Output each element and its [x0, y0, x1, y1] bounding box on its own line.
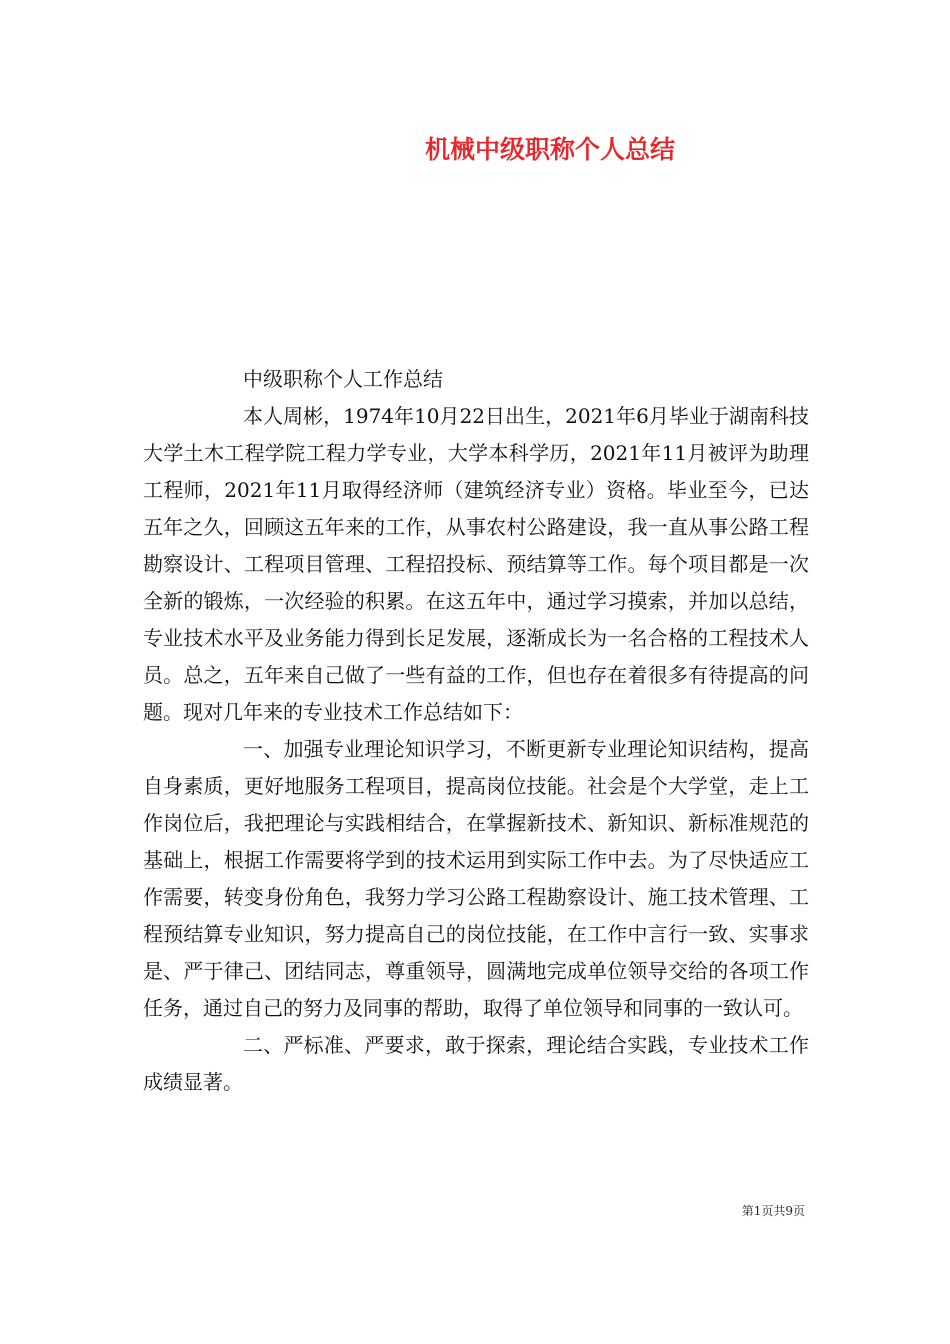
section-heading: 中级职称个人工作总结	[243, 367, 443, 391]
page-number: 第1页共9页	[741, 1204, 805, 1218]
document-title: 机械中级职称个人总结	[424, 135, 675, 164]
body-paragraph: 一、加强专业理论知识学习，不断更新专业理论知识结构，提高自身素质，更好地服务工程项目，提高岗位技能。社会是个大学堂，走上工作岗位后，我把理论与实践相结合，在掌握新技术、新知识、新标准规范的基础上，根据工作需要将学到的技术运用到实际工作中去。为了尽快适应工作需要，转变身份角色，我努力学习公路工程勘察设计、施工技术管理、工程预结算专业知识，努力提高自己的岗位技能，在工作中言行一致、实事求是、严于律己、团结同志，尊重领导，圆满地完成单位领导交给的各项工作任务，通过自己的努力及同事的帮助，取得了单位领导和同事的一致认可。	[143, 737, 809, 1020]
body-paragraph: 二、严标准、严要求，敢于探索，理论结合实践，专业技术工作成绩显著。	[143, 1033, 809, 1094]
document-body	[143, 361, 809, 1101]
body-paragraph: 本人周彬，1974年10月22日出生，2021年6月毕业于湖南科技大学土木工程学院工程力学专业，大学本科学历，2021年11月被评为助理工程师，2021年11月取得经济师（建筑经济专业）资格。毕业至今，已达五年之久，回顾这五年来的工作，从事农村公路建设，我一直从事公路工程勘察设计、工程项目管理、工程招投标、预结算等工作。每个项目都是一次全新的锻炼，一次经验的积累。在这五年中，通过学习摸索，并加以总结，专业技术水平及业务能力得到长足发展，逐渐成长为一名合格的工程技术人员。总之，五年来自己做了一些有益的工作，但也存在着很多有待提高的问题。现对几年来的专业技术工作总结如下：	[143, 404, 809, 724]
